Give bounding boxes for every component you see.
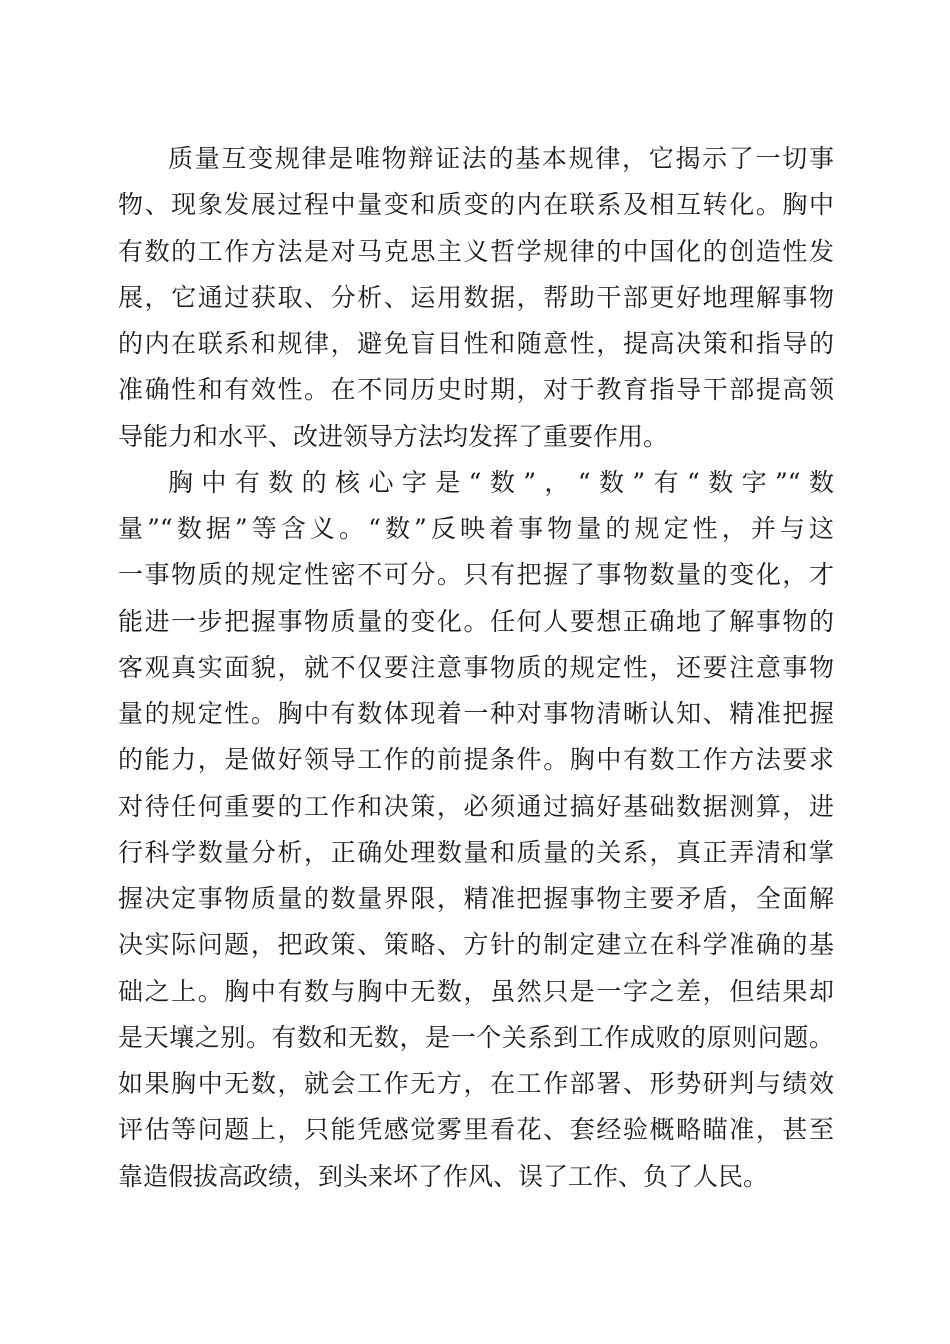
paragraph-line: 的能力，是做好领导工作的前提条件。胸中有数工作方法要求 [118, 745, 834, 775]
paragraph-line: 展，它通过获取、分析、运用数据，帮助干部更好地理解事物 [118, 282, 834, 312]
paragraph-line: 量的规定性。胸中有数体现着一种对事物清晰认知、精准把握 [118, 699, 834, 728]
paragraph-line: 客观真实面貌，就不仅要注意事物质的规定性，还要注意事物 [118, 652, 834, 682]
paragraph-line: 对待任何重要的工作和决策，必须通过搞好基础数据测算，进 [118, 791, 834, 821]
paragraph-2 [118, 460, 834, 1200]
paragraph-line: 评估等问题上，只能凭感觉雾里看花、套经验概略瞄准，甚至 [118, 1115, 834, 1145]
paragraph-line: 胸中有数的核心字是“数”，“数”有“数字”“数 [168, 467, 834, 497]
paragraph-line: 准确性和有效性。在不同历史时期，对于教育指导干部提高领 [118, 375, 834, 405]
body-text [118, 136, 834, 1200]
paragraph-line: 一事物质的规定性密不可分。只有把握了事物数量的变化，才 [118, 560, 834, 590]
paragraph-line: 量”“数据”等含义。“数”反映着事物量的规定性，并与这 [118, 514, 834, 543]
paragraph-line: 握决定事物质量的数量界限，精准把握事物主要矛盾，全面解 [118, 884, 834, 913]
paragraph-1 [118, 136, 834, 460]
paragraph-line: 决实际问题，把政策、策略、方针的制定建立在科学准确的基 [118, 930, 834, 960]
paragraph-line: 物、现象发展过程中量变和质变的内在联系及相互转化。胸中 [118, 190, 834, 220]
paragraph-line: 的内在联系和规律，避免盲目性和随意性，提高决策和指导的 [118, 329, 834, 358]
paragraph-line: 如果胸中无数，就会工作无方，在工作部署、形势研判与绩效 [118, 1069, 834, 1098]
paragraph-line: 质量互变规律是唯物辩证法的基本规律，它揭示了一切事 [168, 144, 834, 173]
paragraph-line: 础之上。胸中有数与胸中无数，虽然只是一字之差，但结果却 [118, 976, 834, 1006]
paragraph-line: 是天壤之别。有数和无数，是一个关系到工作成败的原则问题。 [118, 1022, 834, 1052]
paragraph-line: 能进一步把握事物质量的变化。任何人要想正确地了解事物的 [118, 606, 834, 636]
paragraph-line: 有数的工作方法是对马克思主义哲学规律的中国化的创造性发 [118, 236, 834, 266]
paragraph-line: 行科学数量分析，正确处理数量和质量的关系，真正弄清和掌 [118, 837, 834, 867]
paragraph-line: 导能力和水平、改进领导方法均发挥了重要作用。 [118, 421, 669, 451]
paragraph-line: 靠造假拔高政绩，到头来坏了作风、误了工作、负了人民。 [118, 1161, 769, 1191]
